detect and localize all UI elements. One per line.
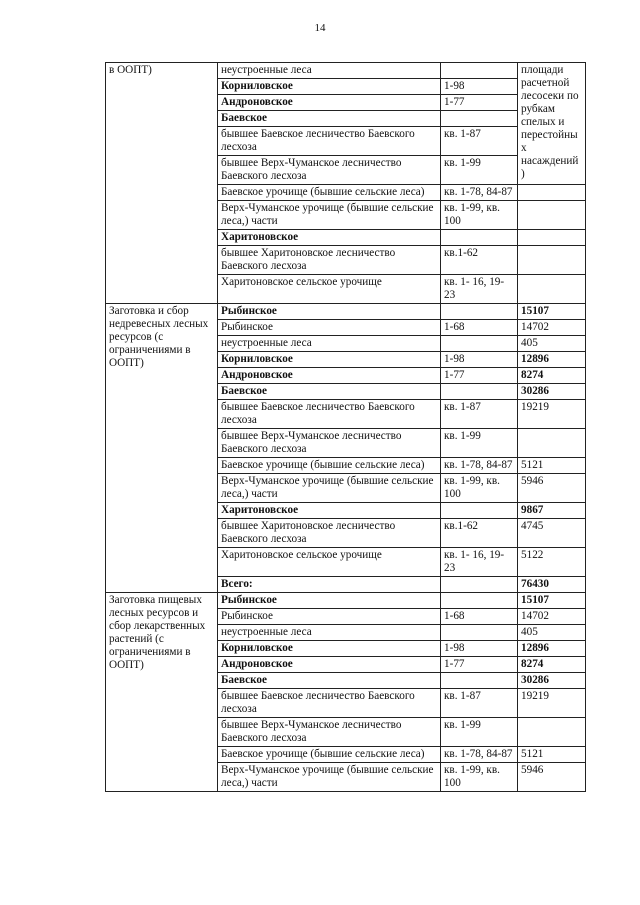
forestry-name-cell: Андроновское (218, 368, 441, 384)
forestry-name-cell: Рыбинское (218, 304, 441, 320)
quarters-cell (441, 111, 518, 127)
value-cell: 8274 (518, 368, 586, 384)
value-cell: 5121 (518, 747, 586, 763)
value-cell: 5946 (518, 474, 586, 503)
forestry-name-cell: Верх-Чуманское урочище (бывшие сельские леса,) части (218, 763, 441, 792)
quarters-cell (441, 336, 518, 352)
forestry-name-cell: бывшее Харитоновское лесничество Баевского лесхоза (218, 519, 441, 548)
forestry-name-cell: Баевское (218, 384, 441, 400)
forestry-name-cell: Баевское урочище (бывшие сельские леса) (218, 747, 441, 763)
forestry-name-cell: Рыбинское (218, 609, 441, 625)
value-cell (518, 230, 586, 246)
value-cell: 12896 (518, 352, 586, 368)
value-cell (518, 246, 586, 275)
quarters-cell: кв. 1-99 (441, 429, 518, 458)
forestry-name-cell: Баевское (218, 673, 441, 689)
quarters-cell: кв. 1-87 (441, 689, 518, 718)
value-cell: 76430 (518, 577, 586, 593)
forestry-name-cell: бывшее Верх-Чуманское лесничество Баевского лесхоза (218, 156, 441, 185)
value-cell: 405 (518, 625, 586, 641)
quarters-cell: 1-68 (441, 320, 518, 336)
forestry-name-cell: Харитоновское (218, 503, 441, 519)
forestry-name-cell: бывшее Баевское лесничество Баевского лесхоза (218, 400, 441, 429)
value-cell (518, 185, 586, 201)
activity-cell: Заготовка и сбор недревесных лесных ресурсов (с ограничениями в ООПТ) (106, 304, 218, 593)
table-row (106, 593, 586, 609)
quarters-cell (441, 63, 518, 79)
forestry-name-cell: Верх-Чуманское урочище (бывшие сельские леса,) части (218, 474, 441, 503)
value-cell: 15107 (518, 304, 586, 320)
value-cell: 30286 (518, 384, 586, 400)
value-cell (518, 429, 586, 458)
quarters-cell: кв. 1- 16, 19-23 (441, 275, 518, 304)
forestry-name-cell: Андроновское (218, 657, 441, 673)
table-body (106, 63, 586, 792)
forestry-name-cell: Всего: (218, 577, 441, 593)
forestry-name-cell: бывшее Верх-Чуманское лесничество Баевского лесхоза (218, 429, 441, 458)
forestry-name-cell: неустроенные леса (218, 625, 441, 641)
quarters-cell: кв. 1-87 (441, 127, 518, 156)
value-cell: 405 (518, 336, 586, 352)
quarters-cell: кв.1-62 (441, 519, 518, 548)
forestry-name-cell: бывшее Баевское лесничество Баевского лесхоза (218, 127, 441, 156)
value-cell (518, 275, 586, 304)
quarters-cell: кв. 1-99, кв. 100 (441, 763, 518, 792)
quarters-cell: кв. 1-99, кв. 100 (441, 201, 518, 230)
page-number: 14 (314, 22, 326, 34)
forest-resources-table (105, 62, 586, 792)
quarters-cell: кв. 1-78, 84-87 (441, 185, 518, 201)
quarters-cell (441, 503, 518, 519)
quarters-cell: кв. 1-99 (441, 718, 518, 747)
value-cell (518, 718, 586, 747)
quarters-cell (441, 577, 518, 593)
value-cell: 15107 (518, 593, 586, 609)
quarters-cell: 1-98 (441, 641, 518, 657)
value-cell: 9867 (518, 503, 586, 519)
forestry-name-cell: неустроенные леса (218, 336, 441, 352)
quarters-cell: 1-68 (441, 609, 518, 625)
quarters-cell: кв.1-62 (441, 246, 518, 275)
quarters-cell: кв. 1-78, 84-87 (441, 458, 518, 474)
forestry-name-cell: Харитоновское сельское урочище (218, 548, 441, 577)
forestry-name-cell: Рыбинское (218, 320, 441, 336)
quarters-cell (441, 673, 518, 689)
value-cell: 4745 (518, 519, 586, 548)
table-row (106, 304, 586, 320)
quarters-cell (441, 593, 518, 609)
quarters-cell: кв. 1-99 (441, 156, 518, 185)
quarters-cell (441, 384, 518, 400)
table-row (106, 63, 586, 79)
forestry-name-cell: бывшее Харитоновское лесничество Баевского лесхоза (218, 246, 441, 275)
activity-cell: Заготовка пищевых лесных ресурсов и сбор лекарственных растений (с ограничениями в ООПТ) (106, 593, 218, 792)
quarters-cell: кв. 1-87 (441, 400, 518, 429)
forestry-name-cell: Харитоновское (218, 230, 441, 246)
quarters-cell (441, 304, 518, 320)
forestry-name-cell: Харитоновское сельское урочище (218, 275, 441, 304)
quarters-cell: 1-77 (441, 657, 518, 673)
value-cell: 5122 (518, 548, 586, 577)
forestry-name-cell: Корниловское (218, 79, 441, 95)
quarters-cell: 1-77 (441, 95, 518, 111)
forestry-name-cell: Корниловское (218, 641, 441, 657)
forestry-name-cell: неустроенные леса (218, 63, 441, 79)
value-cell (518, 201, 586, 230)
quarters-cell: 1-77 (441, 368, 518, 384)
quarters-cell (441, 625, 518, 641)
quarters-cell: кв. 1-99, кв. 100 (441, 474, 518, 503)
forestry-name-cell: Баевское урочище (бывшие сельские леса) (218, 458, 441, 474)
quarters-cell (441, 230, 518, 246)
quarters-cell: кв. 1-78, 84-87 (441, 747, 518, 763)
value-cell: 5121 (518, 458, 586, 474)
value-cell: 14702 (518, 320, 586, 336)
forestry-name-cell: Баевское (218, 111, 441, 127)
forestry-name-cell: Рыбинское (218, 593, 441, 609)
activity-cell: в ООПТ) (106, 63, 218, 304)
quarters-cell: 1-98 (441, 79, 518, 95)
value-cell: 12896 (518, 641, 586, 657)
forestry-name-cell: бывшее Баевское лесничество Баевского лесхоза (218, 689, 441, 718)
note-cell: площади расчетной лесосеки по рубкам спелых и перестойны х насаждений ) (518, 63, 586, 185)
value-cell: 8274 (518, 657, 586, 673)
quarters-cell: 1-98 (441, 352, 518, 368)
forestry-name-cell: Верх-Чуманское урочище (бывшие сельские леса,) части (218, 201, 441, 230)
value-cell: 5946 (518, 763, 586, 792)
value-cell: 30286 (518, 673, 586, 689)
value-cell: 19219 (518, 689, 586, 718)
forestry-name-cell: Баевское урочище (бывшие сельские леса) (218, 185, 441, 201)
forestry-name-cell: Корниловское (218, 352, 441, 368)
quarters-cell: кв. 1- 16, 19-23 (441, 548, 518, 577)
value-cell: 14702 (518, 609, 586, 625)
forestry-name-cell: Андроновское (218, 95, 441, 111)
value-cell: 19219 (518, 400, 586, 429)
forestry-name-cell: бывшее Верх-Чуманское лесничество Баевского лесхоза (218, 718, 441, 747)
